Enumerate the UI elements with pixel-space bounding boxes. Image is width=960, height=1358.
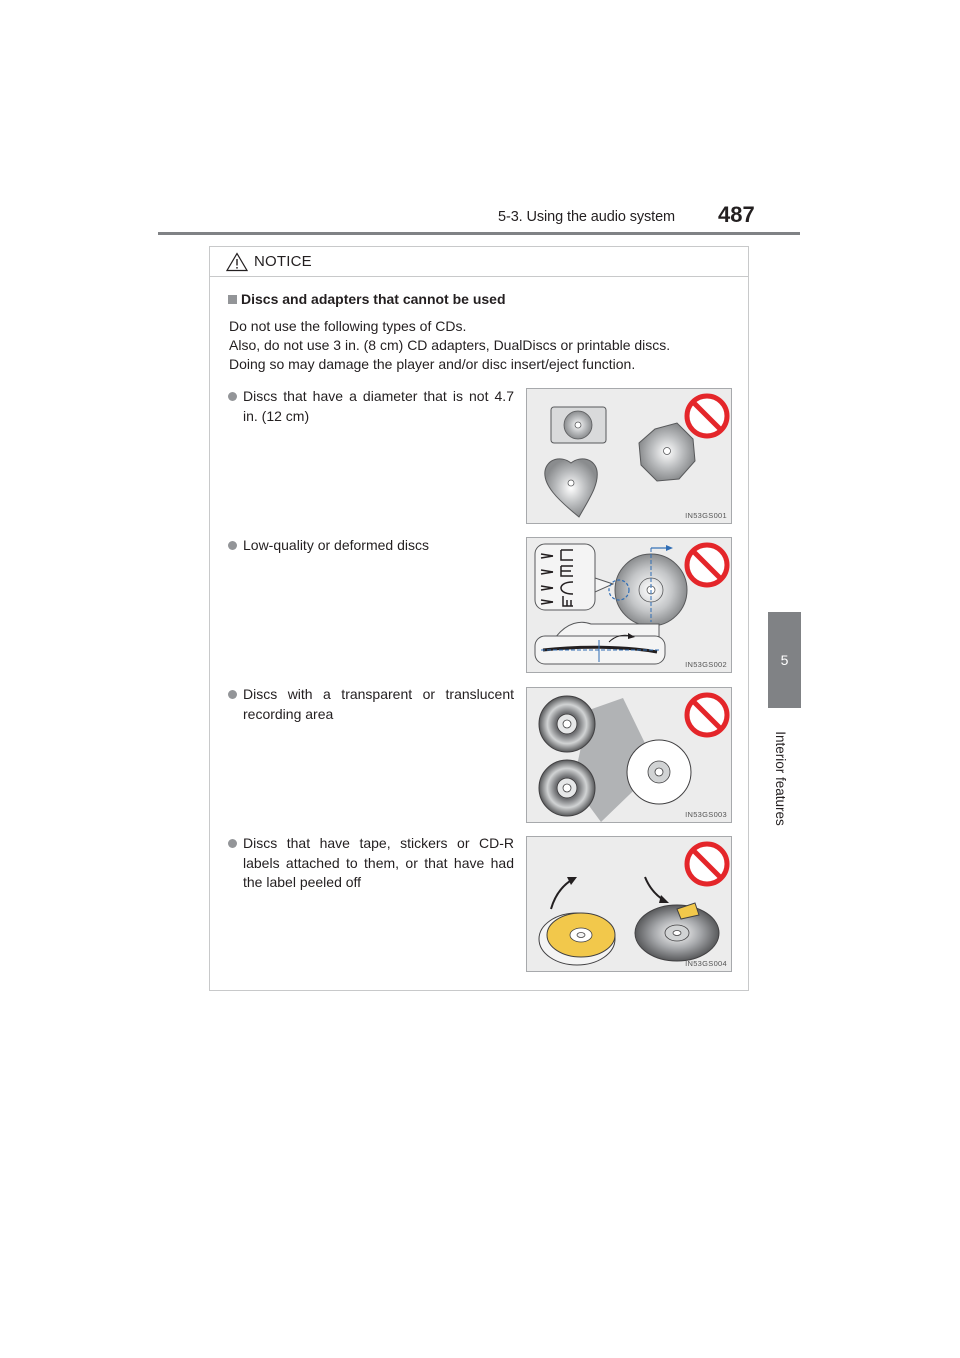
list-item-row: [228, 536, 514, 556]
prohibition-sign-icon: [687, 545, 727, 585]
list-item: [228, 387, 514, 426]
list-item-text: Discs with a transparent or translucent recording area: [243, 686, 514, 722]
image-code: IN53GS004: [685, 959, 727, 968]
circle-bullet: [228, 392, 237, 401]
warning-triangle-icon: [226, 252, 248, 272]
notice-header: [210, 247, 748, 277]
image-code: IN53GS001: [685, 511, 727, 520]
image-code: IN53GS003: [685, 810, 727, 819]
running-header-title: 5-3. Using the audio system: [498, 209, 676, 225]
intro-line-2: Also, do not use 3 in. (8 cm) CD adapters, DualDiscs or printable discs.: [229, 337, 671, 353]
list-item: [228, 834, 514, 893]
page-number: 487: [718, 202, 755, 227]
image-code: IN53GS002: [685, 660, 727, 669]
prohibition-sign-icon: [687, 844, 727, 884]
list-item-row: [228, 834, 514, 893]
circle-bullet: [228, 541, 237, 550]
intro-line-3: Doing so may damage the player and/or disc insert/eject function.: [229, 356, 636, 372]
notice-label: NOTICE: [254, 253, 312, 270]
header-rule: [158, 232, 800, 235]
list-item-text: Discs that have a diameter that is not 4.7 in. (12 cm): [243, 388, 514, 424]
circle-bullet: [228, 690, 237, 699]
illustration-transparent-discs: [526, 687, 732, 823]
chapter-side-label: [762, 730, 798, 826]
list-item-row: [228, 685, 514, 724]
intro-line-1: Do not use the following types of CDs.: [229, 318, 467, 334]
chapter-side-tab: [768, 612, 801, 708]
section-heading-text: Discs and adapters that cannot be used: [241, 291, 506, 307]
illustration-labeled-discs: [526, 836, 732, 972]
illustration-wrong-size-discs: [526, 388, 732, 524]
list-item-text: Discs that have tape, stickers or CD-R labels attached to them, or that have had the label peeled off: [243, 835, 514, 890]
list-item: [228, 536, 514, 556]
circle-bullet: [228, 839, 237, 848]
list-item-row: [228, 387, 514, 426]
list-item: [228, 685, 514, 724]
prohibition-sign-icon: [687, 695, 727, 735]
chapter-label-text: Interior features: [772, 730, 788, 826]
section-heading: [228, 291, 506, 307]
notice-box: [209, 246, 749, 991]
list-item-text: Low-quality or deformed discs: [243, 537, 429, 553]
illustration-deformed-discs: [526, 537, 732, 673]
square-bullet: [228, 295, 237, 304]
prohibition-sign-icon: [687, 396, 727, 436]
chapter-number: 5: [780, 652, 789, 668]
